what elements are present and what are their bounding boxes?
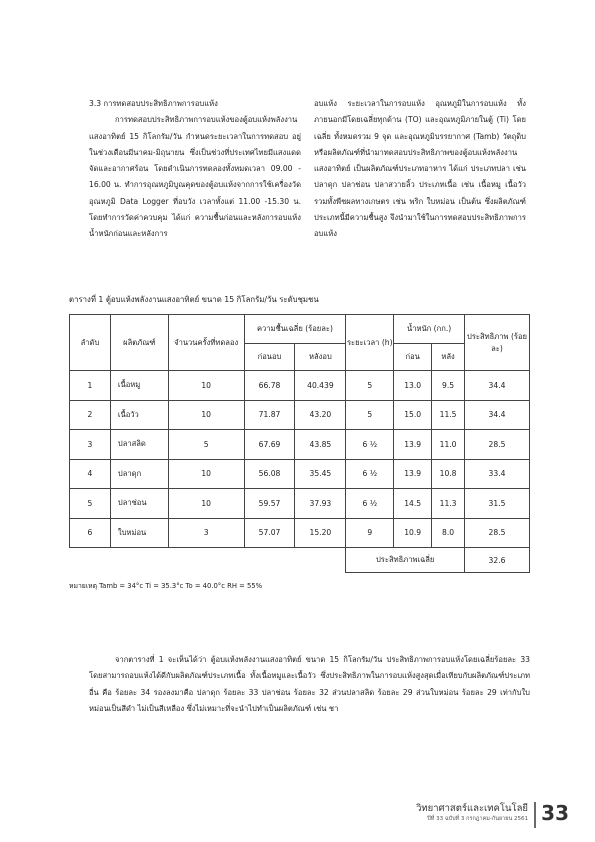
- cell-weight-before: 10.9: [394, 518, 432, 548]
- header-moisture: ความชื้นเฉลี่ย (ร้อยละ): [244, 315, 346, 344]
- cell-efficiency: 34.4: [465, 400, 530, 430]
- cell-product: ปลาสลิด: [110, 430, 168, 460]
- cell-weight-before: 14.5: [394, 489, 432, 519]
- cell-duration: 6 ½: [346, 430, 394, 460]
- cell-moisture-after: 43.20: [295, 400, 346, 430]
- cell-efficiency: 31.5: [465, 489, 530, 519]
- cell-no: 1: [70, 371, 111, 401]
- cell-moisture-before: 71.87: [244, 400, 295, 430]
- cell-weight-after: 11.0: [432, 430, 465, 460]
- cell-weight-after: 11.5: [432, 400, 465, 430]
- header-weight-before: ก่อน: [394, 344, 432, 371]
- cell-moisture-before: 57.07: [244, 518, 295, 548]
- cell-duration: 5: [346, 371, 394, 401]
- cell-moisture-after: 37.93: [295, 489, 346, 519]
- cell-duration: 5: [346, 400, 394, 430]
- table-row: [70, 430, 530, 460]
- cell-weight-after: 8.0: [432, 518, 465, 548]
- header-order: ลำดับ: [70, 315, 111, 371]
- cell-moisture-after: 43.85: [295, 430, 346, 460]
- footer-divider: [534, 802, 536, 828]
- cell-efficiency: 28.5: [465, 518, 530, 548]
- right-column: [314, 96, 526, 243]
- cell-duration: 9: [346, 518, 394, 548]
- cell-trials: 10: [168, 489, 244, 519]
- cell-efficiency: 33.4: [465, 459, 530, 489]
- header-weight: น้ำหนัก (กก.): [394, 315, 465, 344]
- header-moisture-before: ก่อนอบ: [244, 344, 295, 371]
- left-paragraph: การทดสอบประสิทธิภาพการอบแห้งของตู้อบแห้งพลังงานแสงอาทิตย์ 15 กิโลกรัม/วัน กำหนดระยะเวลาในการทดสอบ อยู่ในช่วงเดือนมีนาคม-มิถุนายน ซึ่งเป็นช่วงที่ประเทศไทยมีแสงแดดจัดและอากาศร้อน โดยดำเนินการทดลองทั้งหมดเวลา 09.00 - 16.00 น. ทำการอุณหภูมิบูณคุดของตู้อบแห้งจากการใช้เครื่องวัดอุณหภูมิ Data Logger ที่อบวัง เวลาทั้งแต่ 11.00 -15.30 น. โดยทำการวัดค่าควบคุม ได้แก่ ความชื้นก่อนและหลังการอบแห้ง น้ำหนักก่อนและหลังการ: [89, 115, 301, 239]
- page-footer: [400, 801, 570, 831]
- cell-no: 4: [70, 459, 111, 489]
- right-paragraph: อบแห้ง ระยะเวลาในการอบแห้ง อุณหภูมิในการอบแห้ง ทั้งภายนอกมีโดยเฉลี่ยทุกด้าน (TO) และอุณหภูมิภายในตู้ (Ti) โดยเฉลี่ย ทั้งหมดรวม 9 จุด และอุณหภูมิบรรยากาศ (Tamb) วัตถุดิบหรือผลิตภัณฑ์ที่นำมาทดสอบประสิทธิภาพของตู้อบแห้งพลังงานแสงอาทิตย์ เป็นผลิตภัณฑ์ประเภทอาหาร ได้แก่ ประเภทปลา เช่น ปลาดุก ปลาช่อน ปลาสวายลิ้ว ประเภทเนื้อ เช่น เนื้อหมู เนื้อวัว รวมทั้งพืชผลทางเกษตร เช่น พริก ใบหม่อน เป็นต้น ซึ่งผลิตภัณฑ์ประเภทนี้มีความชื้นสูง จึงนำมาใช้ในการทดสอบประสิทธิภาพการอบแห้ง: [314, 99, 526, 239]
- header-product: ผลิตภัณฑ์: [110, 315, 168, 371]
- cell-weight-after: 10.8: [432, 459, 465, 489]
- cell-product: ปลาดุก: [110, 459, 168, 489]
- cell-product: ปลาช่อน: [110, 489, 168, 519]
- cell-trials: 10: [168, 459, 244, 489]
- cell-trials: 10: [168, 400, 244, 430]
- cell-trials: 3: [168, 518, 244, 548]
- blank-cell: [70, 548, 346, 573]
- cell-no: 5: [70, 489, 111, 519]
- cell-weight-before: 13.9: [394, 430, 432, 460]
- cell-weight-after: 9.5: [432, 371, 465, 401]
- table-caption: ตารางที่ 1 ตู้อบแห้งพลังงานแสงอาทิตย์ ขนาด 15 กิโลกรัม/วัน ระดับชุมชน: [69, 295, 319, 304]
- cell-moisture-after: 40.439: [295, 371, 346, 401]
- table-row: [70, 371, 530, 401]
- cell-moisture-before: 66.78: [244, 371, 295, 401]
- issue-line: ปีที่ 33 ฉบับที่ 3 กรกฎาคม-กันยายน 2561: [427, 816, 528, 822]
- cell-moisture-after: 15.20: [295, 518, 346, 548]
- cell-duration: 6 ½: [346, 459, 394, 489]
- cell-weight-before: 15.0: [394, 400, 432, 430]
- cell-moisture-before: 56.08: [244, 459, 295, 489]
- cell-trials: 10: [168, 371, 244, 401]
- cell-moisture-before: 59.57: [244, 489, 295, 519]
- cell-product: เนื้อวัว: [110, 400, 168, 430]
- conclusion-paragraph: จากตารางที่ 1 จะเห็นได้ว่า ตู้อบแห้งพลังงานแสงอาทิตย์ ขนาด 15 กิโลกรัม/วัน ประสิทธิภาพการอบแห้งโดยเฉลี่ยร้อยละ 33 โดยสามารถอบแห้งได้ดีกับผลิตภัณฑ์ประเภทเนื้อ ทั้งเนื้อหมูและเนื้อวัว ซึ่งประสิทธิภาพในการอบแห้งสูงสุดเมื่อเทียบกับผลิตภัณฑ์ประเภทอื่น คือ ร้อยละ 34 รองลงมาคือ ปลาดุก ร้อยละ 33 ปลาช่อน ร้อยละ 32 ส่วนปลาสลิด ร้อยละ 29 ส่วนใบหม่อน ร้อยละ 29 เท่ากับใบหม่อนเป็นสีดำ ไม่เป็นสีเหลือง ซึ่งไม่เหมาะที่จะนำไปทำเป็นผลิตภัณฑ์ เช่น ชา: [89, 655, 530, 713]
- cell-product: เนื้อหมู: [110, 371, 168, 401]
- cell-no: 2: [70, 400, 111, 430]
- table-note: หมายเหตุ Tamb = 34°c Ti = 35.3°c To = 40.0°c RH = 55%: [69, 582, 263, 590]
- table-row: [70, 489, 530, 519]
- average-row: [70, 548, 530, 573]
- average-label: ประสิทธิภาพเฉลี่ย: [346, 548, 465, 573]
- cell-product: ใบหม่อน: [110, 518, 168, 548]
- cell-no: 3: [70, 430, 111, 460]
- cell-moisture-after: 35.45: [295, 459, 346, 489]
- left-column: [89, 96, 301, 243]
- page-number: 33: [541, 801, 569, 825]
- header-efficiency: ประสิทธิภาพ (ร้อยละ): [465, 315, 530, 371]
- cell-weight-after: 11.3: [432, 489, 465, 519]
- cell-moisture-before: 67.69: [244, 430, 295, 460]
- table-row: [70, 400, 530, 430]
- header-trials: จำนวนครั้งที่ทดลอง: [168, 315, 244, 371]
- table-row: [70, 518, 530, 548]
- journal-name: วิทยาศาสตร์และเทคโนโลยี: [416, 803, 528, 814]
- header-weight-after: หลัง: [432, 344, 465, 371]
- section-heading: 3.3 การทดสอบประสิทธิภาพการอบแห้ง: [89, 99, 218, 108]
- cell-efficiency: 34.4: [465, 371, 530, 401]
- cell-trials: 5: [168, 430, 244, 460]
- cell-duration: 6 ½: [346, 489, 394, 519]
- average-value: 32.6: [465, 548, 530, 573]
- header-moisture-after: หลังอบ: [295, 344, 346, 371]
- cell-no: 6: [70, 518, 111, 548]
- cell-weight-before: 13.0: [394, 371, 432, 401]
- efficiency-table: [69, 314, 530, 573]
- header-duration: ระยะเวลา (h): [346, 315, 394, 371]
- cell-efficiency: 28.5: [465, 430, 530, 460]
- cell-weight-before: 13.9: [394, 459, 432, 489]
- table-row: [70, 459, 530, 489]
